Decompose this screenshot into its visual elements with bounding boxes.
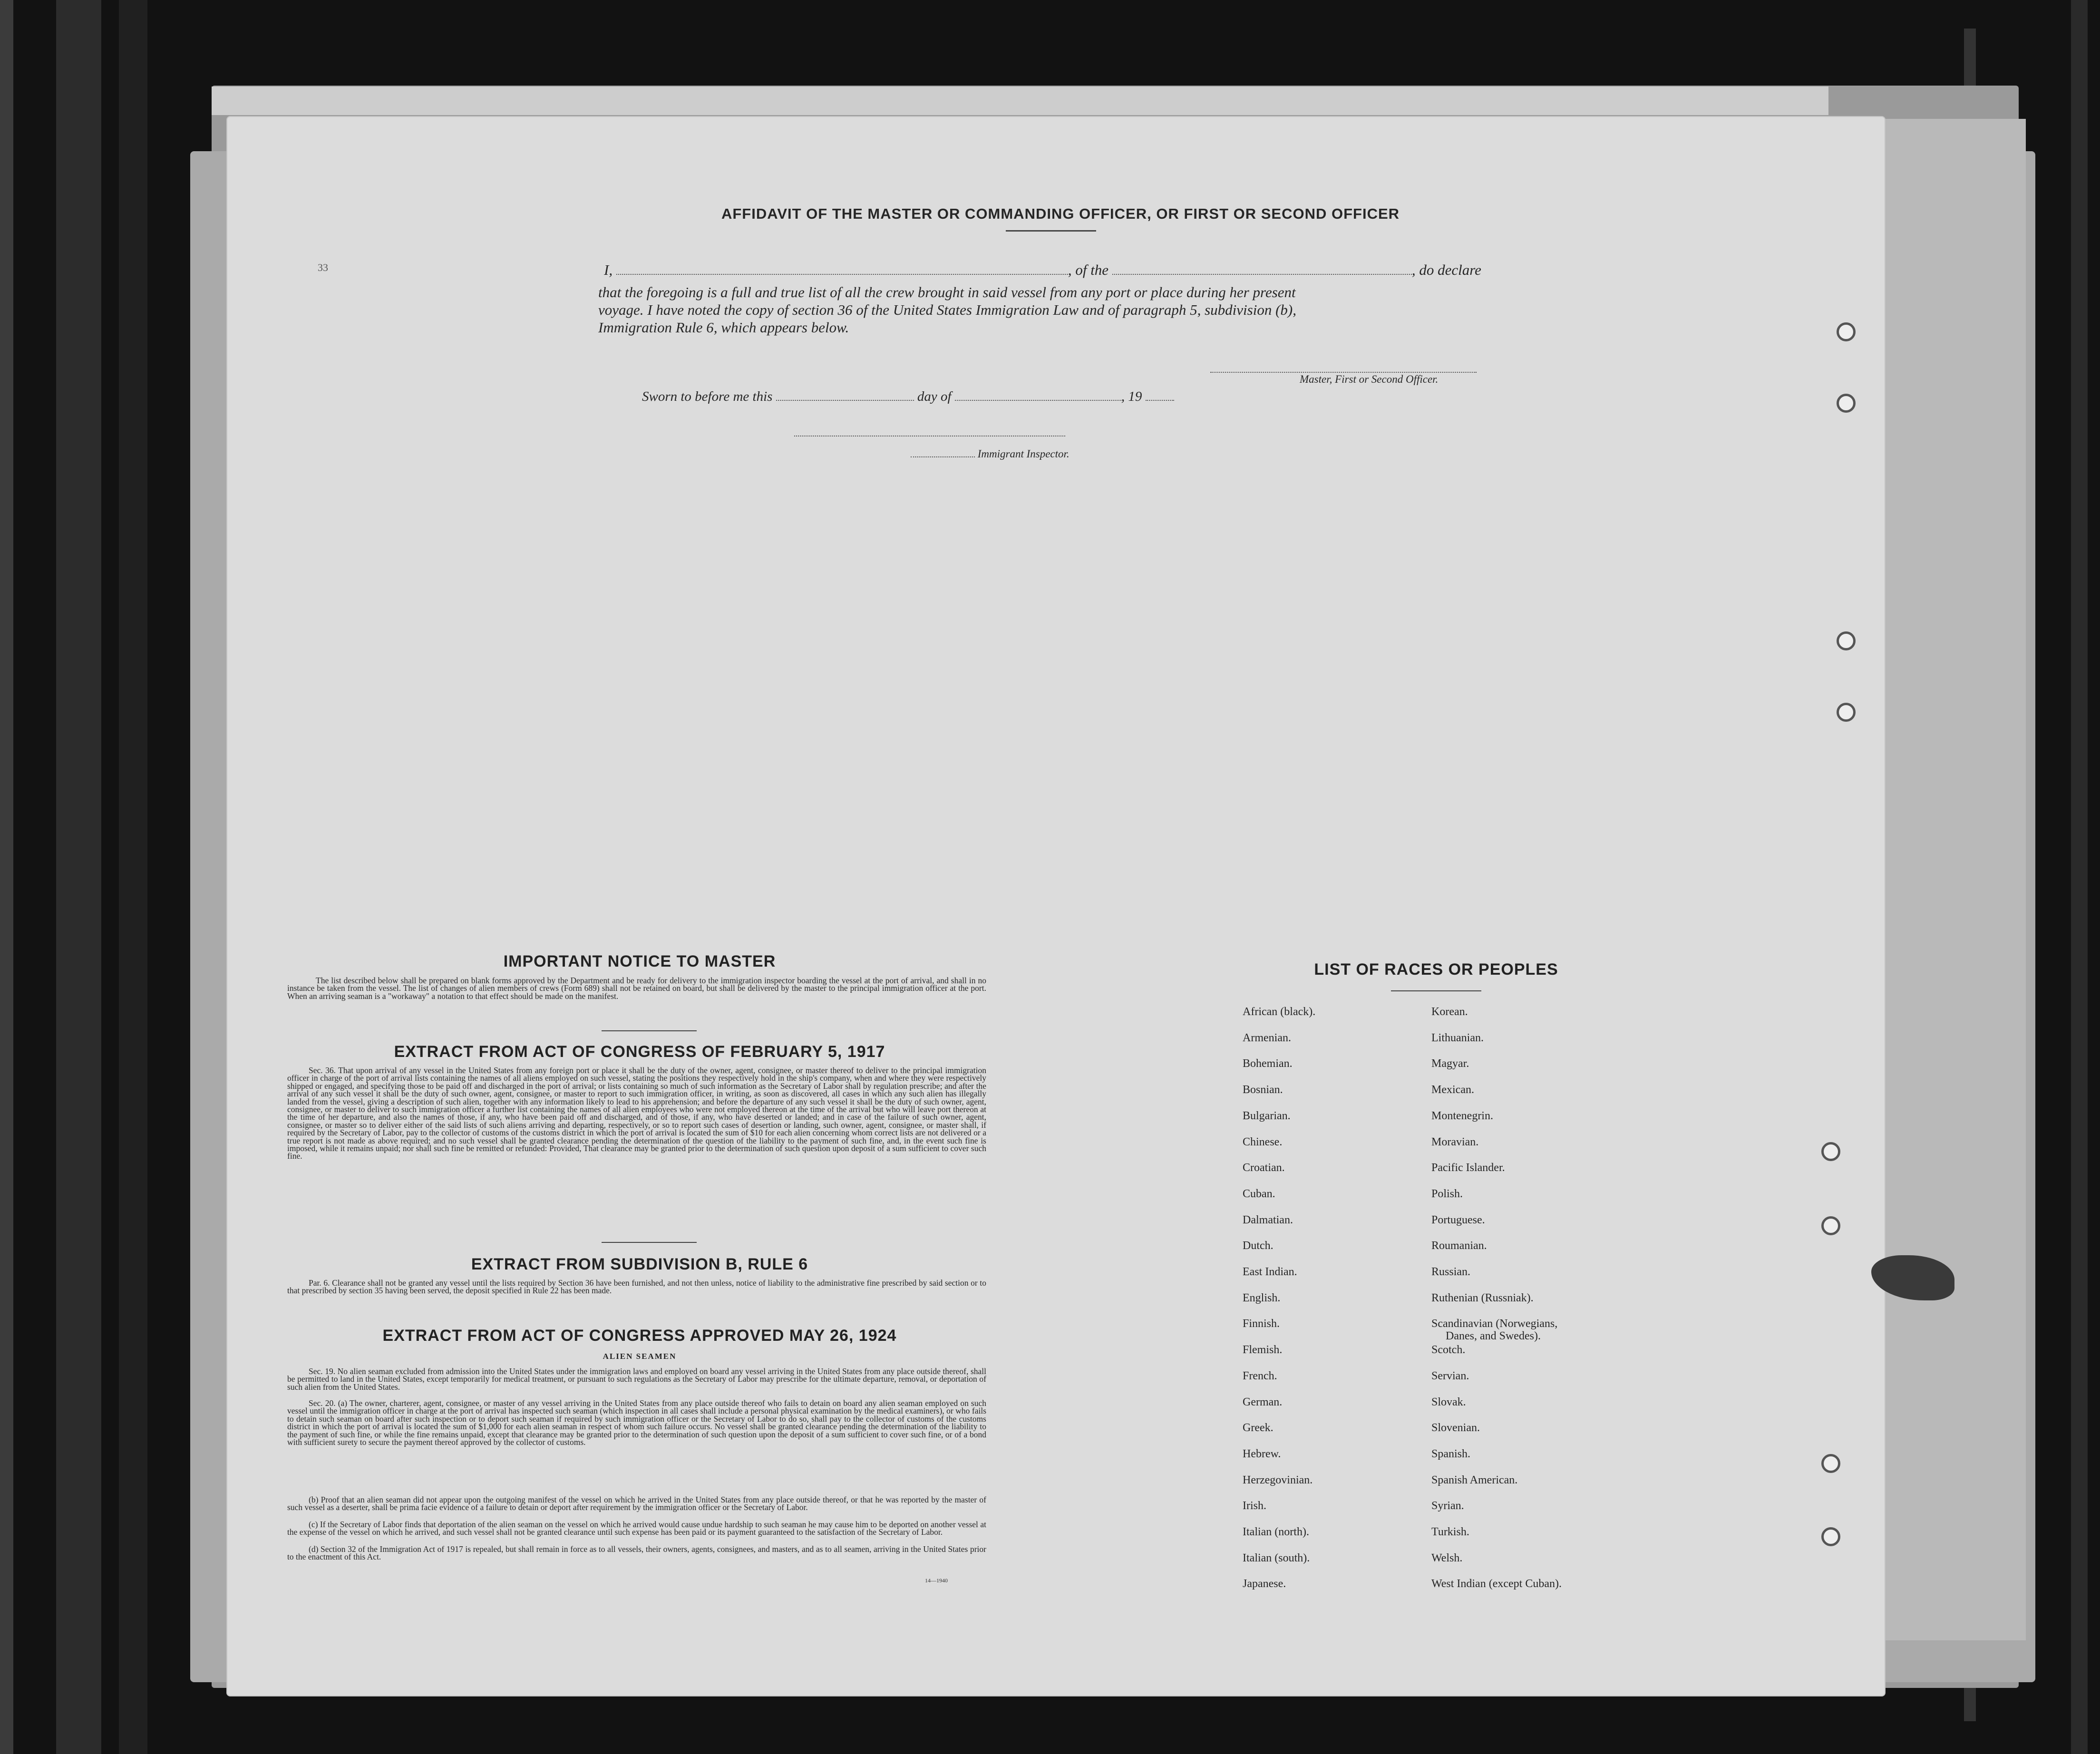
master-signature-label: Master, First or Second Officer. <box>1300 373 1439 385</box>
punch-hole-icon <box>1837 631 1856 650</box>
race-item: Hebrew. <box>1243 1447 1281 1460</box>
declarant-name-field <box>616 267 1068 275</box>
race-item: Irish. <box>1243 1500 1266 1512</box>
race-item: Magyar. <box>1431 1057 1469 1070</box>
race-item: Portuguese. <box>1431 1213 1485 1226</box>
inspector-dash <box>911 452 975 457</box>
extract-1917-body: Sec. 36. That upon arrival of any vessel in the United States from any foreign port or place it shall be the duty of the owner, agent, consignee, or master thereof to deliver to the principal immigration officer in charge of the port of arrival lists containing the names of all aliens employed on such vessel, stating the positions they respectively hold in the ship's company, when and where they were respectively shipped or engaged, and specifying those to be paid off and discharged in the port of arrival; or lists containing so much of such information as the Secretary of Labor shall by regulation prescribe; and after the arrival of any such vessel it shall be the duty of such owner, agent, consignee, or master to report to such immigration officer, in writing, as soon as discovered, all cases in which any such alien has illegally landed from the vessel, giving a description of such alien, together with any information likely to lead to his apprehension; and before the departure of any such vessel it shall be the duty of such owner, agent, consignee, or master to deliver to such immigration officer a further list containing the names of all alien employees who were not employed thereon at the time of the arrival but who will leave port thereon at the time of her departure, and also the names of those, if any, who have been paid off and discharged, and of those, if any, who have deserted or landed; and in case of the failure of such owner, agent, consignee, or master so to deliver either of the said lists of such aliens arriving and departing, respectively, or so to report such cases of desertion or landing, such owner, agent, consignee, or master shall, if required by the Secretary of Labor, pay to the collector of customs of the customs district in which the port of arrival is located the sum of $10 for each alien concerning whom correct lists are not delivered or a true report is not made as above required; and no such vessel shall be granted clearance pending the determination of the question of the liability to the payment of such fine, and, in the event such fine is imposed, while it remains unpaid; nor shall such fine be remitted or refunded: Provided, That clearance may be granted prior to the determination of such question upon deposit of a sum sufficient to cover such fine. <box>287 1066 986 1161</box>
race-item: Montenegrin. <box>1431 1109 1493 1122</box>
race-item: Syrian. <box>1431 1500 1464 1512</box>
race-item: Italian (north). <box>1243 1526 1309 1538</box>
inspector-label-text: Immigrant Inspector. <box>977 448 1069 460</box>
race-item: Bohemian. <box>1243 1057 1293 1070</box>
day-of-label: day of <box>917 389 952 404</box>
race-item: Polish. <box>1431 1187 1463 1200</box>
notice-body: The list described below shall be prepared on blank forms approved by the Department and be ready for delivery to the immigration inspector boarding the vessel at the port of arrival, and shall in no instance be taken from the vessel. The list of changes of alien members of crews (Form 689) shall not be retained on board, but shall be delivered by the master to the principal immigration officer at the port. When an arriving seaman is a "workaway" a notation to that effect should be made on the manifest. <box>287 976 986 1001</box>
declaration-line-1 <box>604 262 1481 279</box>
sworn-day-field <box>776 393 914 401</box>
race-item: Bulgarian. <box>1243 1109 1291 1122</box>
race-item: Flemish. <box>1243 1344 1283 1357</box>
punch-hole-icon <box>1821 1216 1840 1235</box>
underlying-manifest-edge <box>1883 119 2026 1640</box>
race-item: Armenian. <box>1243 1031 1291 1044</box>
race-item: Welsh. <box>1431 1551 1463 1564</box>
binder-edge-inner <box>119 0 147 1754</box>
race-item: Greek. <box>1243 1422 1274 1434</box>
extract-1924-sec19: Sec. 19. No alien seaman excluded from admission into the United States under the immigration laws and employed on board any vessel arriving in the United States from any place outside thereof, shall be permitted to land in the United States, except temporarily for medical treatment, or pursuant to such regulations as the Secretary of Labor may prescribe for the ultimate departure, removal, or deportation of such alien from the United States. <box>287 1366 986 1392</box>
race-item: Slovak. <box>1431 1395 1466 1408</box>
extract-1924-sec20c: (c) If the Secretary of Labor finds that deportation of the alien seaman on the vessel on which he arrived would cause undue hardship to such seaman he may cause him to be deported on another vessel at the expense of the vessel on which he arrived, and such vessel shall not be granted clearance until such expense has been paid or its payment guaranteed to the satisfaction of the Secretary of Labor. <box>287 1520 986 1537</box>
vessel-name-field <box>1112 267 1412 275</box>
race-item: German. <box>1243 1395 1283 1408</box>
extract-rule6-title: EXTRACT FROM SUBDIVISION B, RULE 6 <box>471 1255 808 1273</box>
extract-rule6-body: Par. 6. Clearance shall not be granted any vessel until the lists required by Section 36 have been furnished, and not then unless, notice of liability to the administrative fine prescribed by said section or to that prescribed by section 35 having been served, the deposit specified in Rule 22 has been made. <box>287 1278 986 1296</box>
master-signature-line <box>1210 365 1477 373</box>
races-title: LIST OF RACES OR PEOPLES <box>1314 960 1558 979</box>
inspector-signature-label <box>911 448 1069 460</box>
notice-title: IMPORTANT NOTICE TO MASTER <box>503 952 776 970</box>
punch-hole-icon <box>1837 322 1856 341</box>
declaration-line-2: that the foregoing is a full and true list of all the crew brought in said vessel from any port or place during her present <box>598 284 1296 300</box>
binder-edge <box>56 0 101 1754</box>
race-item: Bosnian. <box>1243 1084 1283 1096</box>
punch-hole-icon <box>1821 1454 1840 1473</box>
alien-seamen-subtitle: ALIEN SEAMEN <box>603 1352 677 1361</box>
race-item: Moravian. <box>1431 1135 1479 1148</box>
form-number: 14—1940 <box>925 1577 948 1584</box>
race-item: Ruthenian (Russniak). <box>1431 1291 1534 1304</box>
title-rule <box>1006 230 1096 232</box>
extract-1924-sec20b: (b) Proof that an alien seaman did not appear upon the outgoing manifest of the vessel on which he arrived in the United States from any place outside thereof, or that he was reported by the master of such vessel as a deserter, shall be prima facie evidence of a failure to detain or deport after requirement by the immigration officer or the Secretary of Labor. <box>287 1495 986 1512</box>
extract-1924-sec20d: (d) Section 32 of the Immigration Act of 1917 is repealed, but shall remain in force as to all vessels, their owners, agents, consignees, and masters, and as to all seamen, arriving in the United States prior to the enactment of this Act. <box>287 1544 986 1562</box>
race-item: Croatian. <box>1243 1162 1285 1174</box>
race-item: Italian (south). <box>1243 1551 1310 1564</box>
race-item: African (black). <box>1243 1006 1316 1018</box>
race-item: Spanish. <box>1431 1447 1471 1460</box>
race-item: Russian. <box>1431 1266 1471 1278</box>
punch-hole-icon <box>1821 1142 1840 1161</box>
sworn-year-field <box>1146 393 1174 401</box>
punch-hole-icon <box>1837 703 1856 722</box>
race-item: Dutch. <box>1243 1240 1274 1252</box>
section-divider <box>602 1242 697 1243</box>
extract-1917-title: EXTRACT FROM ACT OF CONGRESS OF FEBRUARY 5, 1917 <box>394 1043 885 1061</box>
race-item: French. <box>1243 1369 1277 1382</box>
race-item: Pacific Islander. <box>1431 1162 1505 1174</box>
of-the-label: , of the <box>1068 262 1109 278</box>
race-item: Cuban. <box>1243 1187 1275 1200</box>
underlying-sheet-top <box>212 87 1828 115</box>
races-title-rule <box>1391 990 1481 991</box>
affidavit-title: AFFIDAVIT OF THE MASTER OR COMMANDING OFFICER, OR FIRST OR SECOND OFFICER <box>721 205 1400 222</box>
margin-mark: 33 <box>318 262 328 273</box>
race-item: Scandinavian (Norwegians, <box>1431 1318 1558 1330</box>
race-item: Scotch. <box>1431 1344 1466 1357</box>
punch-hole-icon <box>1837 394 1856 413</box>
race-item: Servian. <box>1431 1369 1469 1382</box>
race-item: Japanese. <box>1243 1578 1286 1590</box>
race-item: Slovenian. <box>1431 1422 1480 1434</box>
inspector-signature-line <box>794 429 1065 436</box>
declarant-prefix: I, <box>604 262 613 278</box>
sworn-statement-line <box>642 389 1174 405</box>
race-item: East Indian. <box>1243 1266 1297 1278</box>
race-item: Turkish. <box>1431 1526 1469 1538</box>
punch-hole-icon <box>1821 1527 1840 1546</box>
sworn-label: Sworn to before me this <box>642 389 773 404</box>
section-divider <box>602 1030 697 1031</box>
race-item: Korean. <box>1431 1006 1468 1018</box>
declaration-line-3: voyage. I have noted the copy of section 36 of the United States Immigration Law and of paragraph 5, subdivision (b), <box>598 301 1296 318</box>
race-item: West Indian (except Cuban). <box>1431 1578 1562 1590</box>
race-item: Chinese. <box>1243 1135 1283 1148</box>
extract-1924-sec20a: Sec. 20. (a) The owner, charterer, agent, consignee, or master of any vessel arriving in the United States from any place outside thereof who fails to detain on board any alien seaman employed on such vessel until the immigration officer in charge at the port of arrival has inspected such seaman (which inspection in all cases shall include a personal physical examination by the medical examiners), or who fails to detain such seaman on board after such inspection or to deport such seaman if required by such immigration officer or the Secretary of Labor to do so, shall pay to the collector of customs of the customs district in which the port of arrival is located the sum of $1,000 for each alien seaman in respect of whom such failure occurs. No vessel shall be granted clearance pending the determination of the liability to the payment of such fine, or while the fine remains unpaid, except that clearance may be granted prior to the determination of such question upon the deposit of a sum sufficient to cover such fine, or of a bond with sufficient surety to secure the payment thereof approved by the collector of customs. <box>287 1398 986 1447</box>
race-item: Finnish. <box>1243 1318 1280 1330</box>
race-item: Herzegovinian. <box>1243 1473 1313 1486</box>
race-item: Spanish American. <box>1431 1473 1518 1486</box>
scan-edge-left <box>0 0 13 1754</box>
document-page <box>227 117 1885 1696</box>
race-item: Danes, and Swedes). <box>1446 1330 1541 1343</box>
declaration-line-4: Immigration Rule 6, which appears below. <box>598 319 849 336</box>
race-item: Roumanian. <box>1431 1240 1487 1252</box>
scan-edge-right <box>2071 0 2088 1754</box>
race-item: Dalmatian. <box>1243 1213 1293 1226</box>
do-declare-label: , do declare <box>1411 262 1481 278</box>
race-item: English. <box>1243 1291 1281 1304</box>
extract-1924-title: EXTRACT FROM ACT OF CONGRESS APPROVED MAY 26, 1924 <box>382 1327 897 1345</box>
year-label: , 19 <box>1121 389 1142 404</box>
race-item: Mexican. <box>1431 1084 1474 1096</box>
sworn-month-field <box>955 393 1121 401</box>
race-item: Lithuanian. <box>1431 1031 1484 1044</box>
